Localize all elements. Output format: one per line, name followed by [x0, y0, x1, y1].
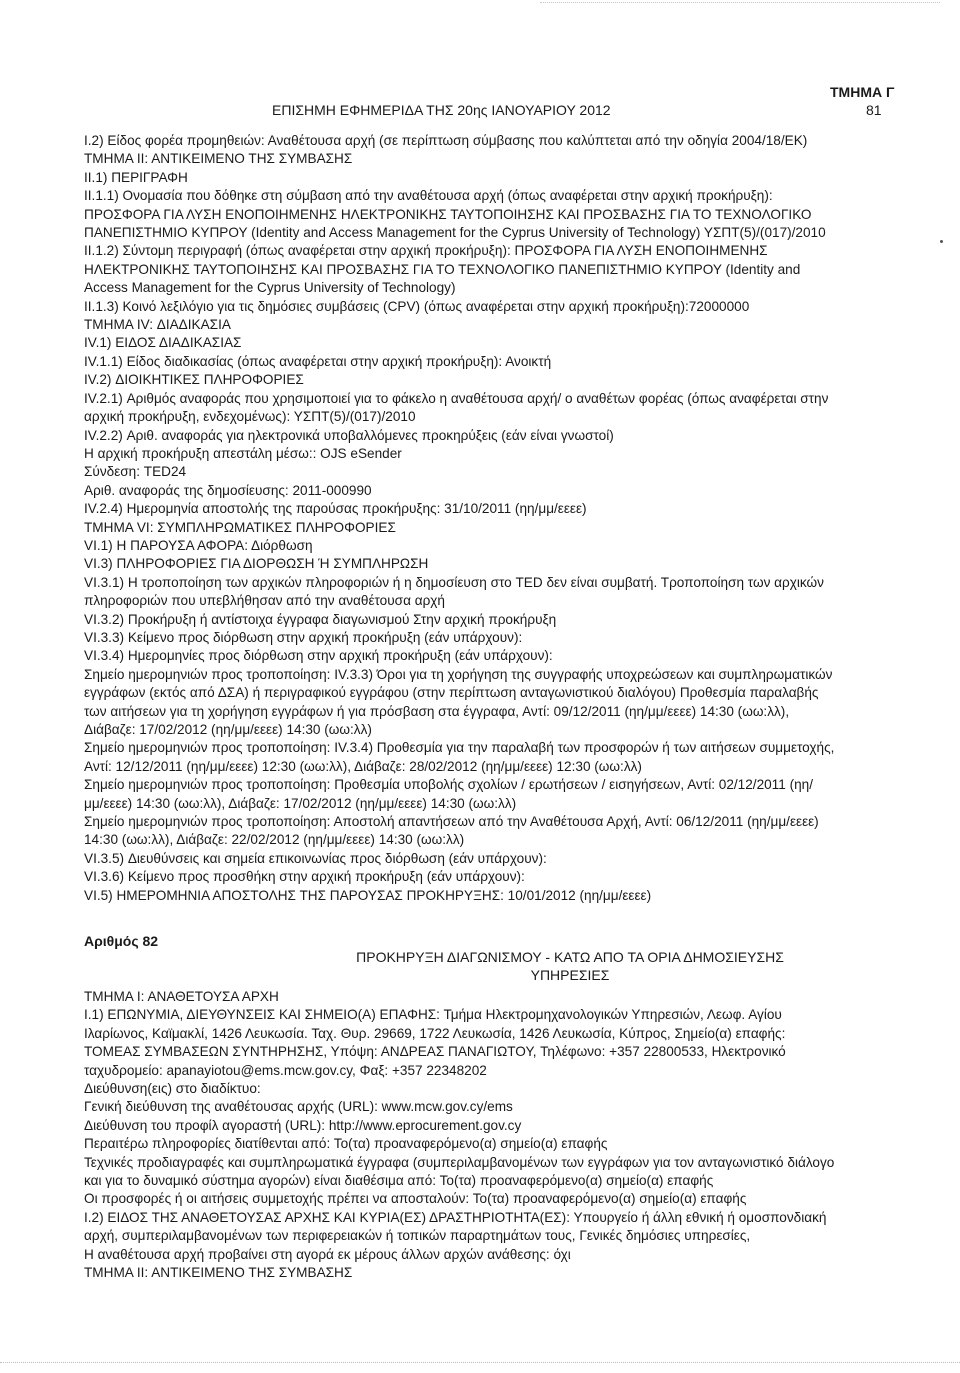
text-line: ΤΜΗΜΑ ΙΙ: ΑΝΤΙΚΕΙΜΕΝΟ ΤΗΣ ΣΥΜΒΑΣΗΣ [84, 151, 353, 167]
text-line: Η αναθέτουσα αρχή προβαίνει στη αγορά εκ μέρους άλλων αρχών ανάθεσης: όχι [84, 1246, 571, 1262]
text-line: VI.3.4) Ημερομηνίες προς διόρθωση στην αρχική προκήρυξη (εάν υπάρχουν): [84, 648, 553, 664]
text-line: ΙΙ.1) ΠΕΡΙΓΡΑΦΗ [84, 169, 188, 185]
text-line: VI.3.5) Διευθύνσεις και σημεία επικοινωνίας προς διόρθωση (εάν υπάρχουν): [84, 850, 547, 866]
scan-artifact-top [540, 2, 940, 4]
scan-speck [940, 240, 943, 243]
text-line: ΤΟΜΕΑΣ ΣΥΜΒΑΣΕΩΝ ΣΥΝΤΗΡΗΣΗΣ, Υπόψη: ΑΝΔΡΕΑΣ ΠΑΝΑΓΙΩΤΟΥ, Τηλέφωνο: +357 22800533, Ηλεκτρονικό [84, 1044, 786, 1060]
notice-title [240, 948, 900, 984]
text-line: ΠΑΝΕΠΙΣΤΗΜΙΟ ΚΥΠΡΟΥ (Identity and Access Management for the Cyprus University of Technology) ΥΣΠΤ(5)/(017)/2010 [84, 225, 826, 241]
text-line: μμ/εεεε) 14:30 (ωω:λλ), Διάβαζε: 17/02/2012 (ηη/μμ/εεεε) 14:30 (ωω:λλ) [84, 795, 517, 811]
text-line: VI.3) ΠΛΗΡΟΦΟΡΙΕΣ ΓΙΑ ΔΙΟΡΘΩΣΗ Ή ΣΥΜΠΛΗΡΩΣΗ [84, 556, 429, 572]
text-line: ΙΙ.1.2) Σύντομη περιγραφή (όπως αναφέρεται στην αρχική προκήρυξη): ΠΡΟΣΦΟΡΑ ΓΙΑ ΛΥΣΗ ΕΝΟΠΟΙΗΜΕΝΗΣ [84, 243, 768, 259]
page-number: 81 [866, 102, 882, 118]
text-line: VI.3.2) Προκήρυξη ή αντίστοιχα έγγραφα διαγωνισμού Στην αρχική προκήρυξη [84, 611, 557, 627]
text-line: Σημείο ημερομηνιών προς τροποποίηση: IV.3.3) Όροι για τη χορήγηση της συγγραφής υποχρεώσεων και συμπληρωματικών [84, 666, 833, 682]
text-line: Περαιτέρω πληροφορίες διατίθενται από: Το(τα) προαναφερόμενο(α) σημείο(α) επαφής [84, 1136, 608, 1152]
text-line: Η αρχική προκήρυξη απεστάλη μέσω:: OJS eSender [84, 445, 402, 461]
text-line: IV.2.4) Ημερομηνία αποστολής της παρούσας προκήρυξης: 31/10/2011 (ηη/μμ/εεεε) [84, 501, 587, 517]
text-line: Τεχνικές προδιαγραφές και συμπληρωματικά έγγραφα (συμπεριλαμβανομένων των εγγράφων για τον ανταγωνιστικό διάλογο [84, 1154, 835, 1170]
text-line: Σημείο ημερομηνιών προς τροποποίηση: Αποστολή απαντήσεων από την Αναθέτουσα Αρχή, Αντί: 06/12/2011 (ηη/μμ/εεεε) [84, 814, 819, 830]
text-line: IV.2.2) Αριθ. αναφοράς για ηλεκτρονικά υποβαλλόμενες προκηρύξεις (εάν είναι γνωστοί) [84, 427, 614, 443]
text-line: Σημείο ημερομηνιών προς τροποποίηση: IV.3.4) Προθεσμία για την παραλαβή των προσφορών ή των αιτήσεων συμμετοχής, [84, 740, 835, 756]
text-line: ΤΜΗΜΑ ΙΙ: ΑΝΤΙΚΕΙΜΕΝΟ ΤΗΣ ΣΥΜΒΑΣΗΣ [84, 1265, 353, 1281]
text-line: ΠΡΟΣΦΟΡΑ ΓΙΑ ΛΥΣΗ ΕΝΟΠΟΙΗΜΕΝΗΣ ΗΛΕΚΤΡΟΝΙΚΗΣ ΤΑΥΤΟΠΟΙΗΣΗΣ ΚΑΙ ΠΡΟΣΒΑΣΗΣ ΓΙΑ ΤΟ ΤΕΧΝΟΛΟΓΙΚΟ [84, 206, 812, 222]
text-line: Διάβαζε: 17/02/2012 (ηη/μμ/εεεε) 14:30 (ωω:λλ) [84, 722, 372, 737]
text-line: εγγράφων (εκτός από ΔΣΑ) ή περιγραφικού εγγράφου (στην περίπτωση ανταγωνιστικού διαλόγου) Προθεσμία παραλαβής [84, 685, 819, 701]
text-line: Ιλαρίωνος, Καϊμακλί, 1426 Λευκωσία. Ταχ. Θυρ. 29669, 1722 Λευκωσία, 1426 Λευκωσία, Κύπρος, Σημείο(α) επαφής: [84, 1025, 786, 1041]
text-line: Οι προσφορές ή οι αιτήσεις συμμετοχής πρέπει να αποσταλούν: Το(τα) προαναφερόμενο(α) σημείο(α) επαφής [84, 1191, 747, 1207]
text-line: αρχική προκήρυξη, ενδεχομένως): ΥΣΠΤ(5)/(017)/2010 [84, 409, 416, 425]
notice-title-line1: ΠΡΟΚΗΡΥΞΗ ΔΙΑΓΩΝΙΣΜΟΥ - ΚΑΤΩ ΑΠΟ ΤΑ ΟΡΙΑ ΔΗΜΟΣΙΕΥΣΗΣ [356, 949, 784, 965]
notice-81-body [84, 132, 884, 905]
text-line: VI.3.3) Κείμενο προς διόρθωση στην αρχική προκήρυξη (εάν υπάρχουν): [84, 629, 523, 645]
text-line: και για το δυναμικό σύστημα αγορών) είναι διαθέσιμα από: Το(τα) προαναφερόμενο(α) σημείο(α) επαφής [84, 1173, 714, 1189]
text-line: VI.1) Η ΠΑΡΟΥΣΑ ΑΦΟΡΑ: Διόρθωση [84, 537, 313, 553]
text-line: IV.1) ΕΙΔΟΣ ΔΙΑΔΙΚΑΣΙΑΣ [84, 335, 242, 351]
text-line: ταχυδρομείο: apanayiotou@ems.mcw.gov.cy, Φαξ: +357 22348202 [84, 1062, 487, 1078]
text-line: Ι.2) ΕΙΔΟΣ ΤΗΣ ΑΝΑΘΕΤΟΥΣΑΣ ΑΡΧΗΣ ΚΑΙ ΚΥΡΙΑ(ΕΣ) ΔΡΑΣΤΗΡΙΟΤΗΤΑ(ΕΣ): Υπουργείο ή άλλη εθνική ή ομοσπονδιακή [84, 1209, 827, 1225]
text-line: Διεύθυνση(εις) στο διαδίκτυο: [84, 1081, 261, 1097]
text-line: ΤΜΗΜΑ VI: ΣΥΜΠΛΗΡΩΜΑΤΙΚΕΣ ΠΛΗΡΟΦΟΡΙΕΣ [84, 519, 396, 535]
text-line: Σύνδεση: TED24 [84, 464, 187, 480]
section-tag: ΤΜΗΜΑ Γ [830, 84, 895, 100]
text-line: ΙΙ.1.3) Κοινό λεξιλόγιο για τις δημόσιες συμβάσεις (CPV) (όπως αναφέρεται στην αρχική προκήρυξη):72000000 [84, 298, 750, 314]
text-line: πληροφοριών που υπεβλήθησαν από την αναθέτουσα αρχή [84, 593, 445, 609]
text-line: 14:30 (ωω:λλ), Διάβαζε: 22/02/2012 (ηη/μμ/εεεε) 14:30 (ωω:λλ) [84, 832, 465, 848]
text-line: Αριθ. αναφοράς της δημοσίευσης: 2011-000990 [84, 482, 372, 498]
text-line: Ι.1) ΕΠΩΝΥΜΙΑ, ΔΙΕΥΘΥΝΣΕΙΣ ΚΑΙ ΣΗΜΕΙΟ(Α) ΕΠΑΦΗΣ: Τμήμα Ηλεκτρομηχανολογικών Υπηρεσιών, Λεωφ. Αγίου [84, 1007, 782, 1023]
text-line: Αντί: 12/12/2011 (ηη/μμ/εεεε) 12:30 (ωω:λλ), Διάβαζε: 28/02/2012 (ηη/μμ/εεεε) 12:30 (ωω:λλ) [84, 758, 642, 774]
text-line: ΙΙ.1.1) Ονομασία που δόθηκε στη σύμβαση από την αναθέτουσα αρχή (όπως αναφέρεται στην αρχική προκήρυξη): [84, 188, 773, 204]
scan-artifact-bottom [0, 1362, 960, 1364]
text-line: VI.3.6) Κείμενο προς προσθήκη στην αρχική προκήρυξη (εάν υπάρχουν): [84, 869, 525, 885]
notice-number: Αριθμός 82 [84, 933, 159, 949]
text-line: IV.2) ΔΙΟΙΚΗΤΙΚΕΣ ΠΛΗΡΟΦΟΡΙΕΣ [84, 372, 304, 388]
text-line: ΤΜΗΜΑ Ι: ΑΝΑΘΕΤΟΥΣΑ ΑΡΧΗ [84, 989, 279, 1004]
text-line: αρχή, συμπεριλαμβανομένων των περιφερειακών ή τοπικών παραρτημάτων τους, Γενικές δημόσιες υπηρεσίες, [84, 1228, 751, 1244]
text-line: Γενική διεύθυνση της αναθέτουσας αρχής (URL): www.mcw.gov.cy/ems [84, 1099, 513, 1115]
text-line: Access Management for the Cyprus University of Technology) [84, 280, 456, 296]
text-line: IV.1.1) Είδος διαδικασίας (όπως αναφέρεται στην αρχική προκήρυξη): Ανοικτή [84, 353, 552, 369]
text-line: VI.3.1) Η τροποποίηση των αρχικών πληροφοριών ή η δημοσίευση στο TED δεν είναι συμβατή. Τροποποίηση των αρχικών [84, 574, 824, 590]
text-line: Διεύθυνση του προφίλ αγοραστή (URL): http://www.eprocurement.gov.cy [84, 1117, 522, 1133]
notice-title-line2: ΥΠΗΡΕΣΙΕΣ [530, 967, 610, 983]
gazette-header: ΕΠΙΣΗΜΗ ΕΦΗΜΕΡΙΔΑ ΤΗΣ 20ης ΙΑΝΟΥΑΡΙΟΥ 2012 [272, 102, 611, 118]
text-line: VI.5) ΗΜΕΡΟΜΗΝΙΑ ΑΠΟΣΤΟΛΗΣ ΤΗΣ ΠΑΡΟΥΣΑΣ ΠΡΟΚΗΡΥΞΗΣ: 10/01/2012 (ηη/μμ/εεεε) [84, 887, 652, 903]
text-line: IV.2.1) Αριθμός αναφοράς που χρησιμοποιεί για το φάκελο η αναθέτουσα αρχή/ ο αναθέτων φορέας (όπως αναφέρεται στην [84, 390, 829, 406]
text-line: ΤΜΗΜΑ IV: ΔΙΑΔΙΚΑΣΙΑ [84, 317, 231, 333]
text-line: Σημείο ημερομηνιών προς τροποποίηση: Προθεσμία υποβολής σχολίων / ερωτήσεων / εισηγήσεων, Αντί: 02/12/2011 (ηη/ [84, 777, 813, 793]
text-line: των αιτήσεων για τη χορήγηση εγγράφων ή για πρόσβαση στα έγγραφα, Αντί: 09/12/2011 (ηη/μμ/εεεε) 14:30 (ωω:λλ), [84, 703, 790, 719]
text-line: ΗΛΕΚΤΡΟΝΙΚΗΣ ΤΑΥΤΟΠΟΙΗΣΗΣ ΚΑΙ ΠΡΟΣΒΑΣΗΣ ΓΙΑ ΤΟ ΤΕΧΝΟΛΟΓΙΚΟ ΠΑΝΕΠΙΣΤΗΜΙΟ ΚΥΠΡΟΥ (Identity and [84, 261, 801, 277]
text-line: I.2) Είδος φορέα προμηθειών: Αναθέτουσα αρχή (σε περίπτωση σύμβασης που καλύπτεται από την οδηγία 2004/18/ΕΚ) [84, 133, 808, 148]
notice-82-body [84, 988, 884, 1283]
